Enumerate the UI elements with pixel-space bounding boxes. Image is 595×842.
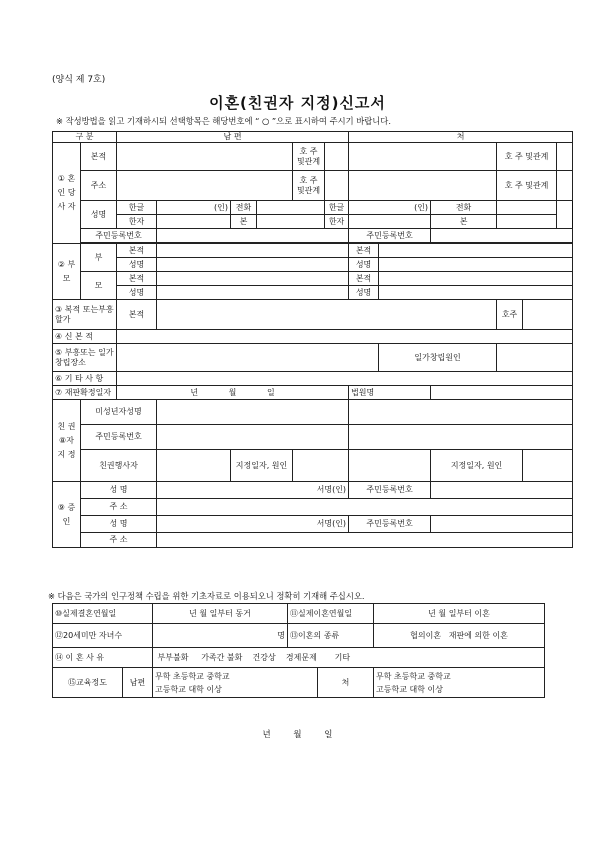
instruction-note: ※ 작성방법을 읽고 기재하시되 선택항목은 해당번호에 “ ○ ”으로 표시하여 주시기 바랍니다. <box>56 116 391 126</box>
education-label: ⑮교육정도 <box>53 668 123 698</box>
real-marriage-date-field[interactable]: 년 월 일부터 동거 <box>153 604 288 624</box>
wife-hoju2-field[interactable] <box>557 171 573 201</box>
report-main-table <box>52 131 573 548</box>
court-field[interactable] <box>431 386 573 400</box>
statistics-table <box>52 603 545 698</box>
witness2-address-field[interactable] <box>157 533 573 548</box>
wife-mother-bonjeok-field[interactable] <box>379 272 573 286</box>
husband-address-field[interactable] <box>117 171 293 201</box>
real-divorce-date-field[interactable]: 년 월 일부터 이혼 <box>374 604 545 624</box>
education-wife-options[interactable] <box>374 668 545 698</box>
husband-seal: (인) <box>214 202 229 212</box>
other-field[interactable] <box>117 372 573 386</box>
real-marriage-date-label: ⑩실제결혼연월일 <box>53 604 153 624</box>
witness1-address-label: 주 소 <box>81 499 157 516</box>
husband-mother-name-field[interactable] <box>157 286 349 300</box>
statistics-note: ※ 다음은 국가의 인구정책 수립을 위한 기초자료로 이용되오니 정확히 기재해 주십시오. <box>48 591 365 601</box>
husband-father-name-field[interactable] <box>157 258 349 272</box>
husband-mother-bonjeok-field[interactable] <box>157 272 349 286</box>
husband-hoju-label: 호 주 및관계 <box>293 143 325 171</box>
wife-phone-field[interactable] <box>497 201 557 215</box>
wife-address-field[interactable] <box>349 171 497 201</box>
section-ilga-place-label: ⑤ 부흥또는 일가창립장소 <box>53 344 117 372</box>
ilga-place-field[interactable] <box>117 344 379 372</box>
ilga-reason-field[interactable] <box>497 344 573 372</box>
wife-hangul-field[interactable] <box>349 201 431 215</box>
custodian-field-wife[interactable] <box>349 450 431 482</box>
wife-father-name-label: 성명 <box>349 258 379 272</box>
husband-address-label: 주소 <box>81 171 117 201</box>
husband-hangul-label: 한글 <box>117 201 157 215</box>
witness1-rrn-field[interactable] <box>431 482 573 499</box>
mother-label: 모 <box>81 272 117 300</box>
witness1-name-label: 성 명 <box>81 482 157 499</box>
section-other-label: ⑥ 기 타 사 항 <box>53 372 117 386</box>
section-restore-label: ③ 복적 또는부흥할가 <box>53 300 117 330</box>
designation-field-wife[interactable] <box>523 450 573 482</box>
minor-rrn-label: 주민등록번호 <box>81 425 157 450</box>
reason-economic[interactable]: 경제문제 <box>285 652 317 662</box>
wife-hoju2-label: 호 주 및관계 <box>497 171 557 201</box>
husband-father-bonjeok-label: 본적 <box>117 244 157 258</box>
husband-rrn-field[interactable] <box>157 229 349 243</box>
edu-wife-line1[interactable]: 무학 초등학교 중학교 <box>376 671 451 681</box>
wife-hanja-field[interactable] <box>349 215 431 229</box>
section-new-bonjeok-label: ④ 신 본 적 <box>53 330 117 344</box>
judgment-date-field[interactable]: 년 월 일 <box>117 386 349 400</box>
form-number: (양식 제 7호) <box>52 75 106 85</box>
husband-mother-name-label: 성명 <box>117 286 157 300</box>
section-parents-label: ② 부 모 <box>53 244 81 300</box>
designation-field-husband[interactable] <box>293 450 349 482</box>
witness2-address-label: 주 소 <box>81 533 157 548</box>
witness1-signature[interactable]: 서명(인) <box>157 482 349 499</box>
husband-hanja-label: 한자 <box>117 215 157 229</box>
husband-rrn-label: 주민등록번호 <box>81 229 157 243</box>
education-husband-options[interactable] <box>153 668 318 698</box>
children-under-20-field[interactable] <box>153 624 288 648</box>
reason-other[interactable]: 기타 <box>334 652 351 662</box>
witness2-name-label: 성 명 <box>81 516 157 533</box>
reason-spouse-discord[interactable]: 부부불화 <box>157 652 189 662</box>
divorce-type-label: ⑬이혼의 종류 <box>288 624 374 648</box>
witness2-rrn-field[interactable] <box>431 516 573 533</box>
restore-hoju-field[interactable] <box>523 300 573 330</box>
witness1-address-field[interactable] <box>157 499 573 516</box>
wife-bonjeok-field[interactable] <box>349 143 497 171</box>
wife-mother-name-field[interactable] <box>379 286 573 300</box>
name-label: 성명 <box>81 201 117 229</box>
new-bonjeok-field[interactable] <box>117 330 573 344</box>
husband-hangul-field[interactable] <box>157 201 231 215</box>
header-husband: 남 편 <box>117 132 349 143</box>
header-category: 구 분 <box>53 132 117 143</box>
minor-name-field-wife[interactable] <box>349 400 573 425</box>
children-unit: 명 <box>277 630 286 640</box>
custodian-field-husband[interactable] <box>157 450 231 482</box>
section-witness-label: ⑨ 증 인 <box>53 482 81 548</box>
page-title: 이혼(친권자 지정)신고서 <box>209 94 386 112</box>
witness2-signature[interactable]: 서명(인) <box>157 516 349 533</box>
wife-phone-label: 전화 <box>431 201 497 215</box>
divorce-type-options[interactable] <box>374 624 545 648</box>
section-judgment-date-label: ⑦ 재판확정일자 <box>53 386 117 400</box>
education-wife-label: 처 <box>318 668 374 698</box>
designation-label-husband: 지정일자, 원인 <box>231 450 293 482</box>
divorce-type-judicial[interactable]: 재판에 의한 이혼 <box>448 630 508 640</box>
restore-hoju-label: 호주 <box>497 300 523 330</box>
minor-name-label: 미성년자성명 <box>81 400 157 425</box>
custodian-label: 친권행사자 <box>81 450 157 482</box>
husband-bonjeok-label: 본적 <box>81 143 117 171</box>
wife-hoju-field[interactable] <box>557 143 573 171</box>
real-divorce-date-label: ⑪실제이혼연월일 <box>288 604 374 624</box>
wife-hoju-label: 호 주 및관계 <box>497 143 557 171</box>
husband-bonjeok-field[interactable] <box>117 143 293 171</box>
wife-mother-bonjeok-label: 본적 <box>349 272 379 286</box>
wife-mother-name-label: 성명 <box>349 286 379 300</box>
husband-mother-bonjeok-label: 본적 <box>117 272 157 286</box>
divorce-reason-options[interactable] <box>153 648 545 668</box>
wife-bon-field[interactable] <box>497 215 557 229</box>
wife-father-bonjeok-label: 본적 <box>349 244 379 258</box>
witness1-rrn-label: 주민등록번호 <box>349 482 431 499</box>
ilga-reason-label: 일가창립원인 <box>379 344 497 372</box>
husband-bon-label: 본 <box>231 215 257 229</box>
husband-father-bonjeok-field[interactable] <box>157 244 349 258</box>
wife-father-name-field[interactable] <box>379 258 573 272</box>
edu-wife-line2[interactable]: 고등학교 대학 이상 <box>376 684 443 694</box>
wife-seal: (인) <box>414 202 429 212</box>
wife-hanja-label: 한자 <box>325 215 349 229</box>
husband-hoju2-field[interactable] <box>325 171 349 201</box>
father-label: 부 <box>81 244 117 272</box>
husband-hoju2-label: 호 주 및관계 <box>293 171 325 201</box>
wife-hangul-label: 한글 <box>325 201 349 215</box>
wife-rrn-label: 주민등록번호 <box>349 229 431 243</box>
restore-bonjeok-field[interactable] <box>157 300 497 330</box>
minor-name-field-husband[interactable] <box>157 400 349 425</box>
divorce-reason-label: ⑭ 이 혼 사 유 <box>53 648 153 668</box>
reason-family-discord[interactable]: 가족간 불화 <box>201 652 243 662</box>
husband-hanja-field[interactable] <box>157 215 231 229</box>
children-under-20-label: ⑫20세미만 자녀수 <box>53 624 153 648</box>
section-spouses-label: ① 혼 인 당 사 자 <box>53 143 81 244</box>
edu-husband-line1[interactable]: 무학 초등학교 중학교 <box>155 671 230 681</box>
wife-bon-label: 본 <box>431 215 497 229</box>
husband-bon-field[interactable] <box>257 215 325 229</box>
minor-rrn-field-husband[interactable] <box>157 425 349 450</box>
minor-rrn-field-wife[interactable] <box>349 425 573 450</box>
designation-label-wife: 지정일자, 원인 <box>431 450 523 482</box>
husband-hoju-field[interactable] <box>325 143 349 171</box>
husband-phone-label: 전화 <box>231 201 257 215</box>
restore-bonjeok-label: 본적 <box>117 300 157 330</box>
education-husband-label: 남편 <box>123 668 153 698</box>
header-wife: 처 <box>349 132 573 143</box>
edu-husband-line2[interactable]: 고등학교 대학 이상 <box>155 684 222 694</box>
husband-father-name-label: 성명 <box>117 258 157 272</box>
court-label: 법원명 <box>349 386 431 400</box>
reason-health[interactable]: 건강상 <box>252 652 276 662</box>
husband-phone-field[interactable] <box>257 201 325 215</box>
submission-date[interactable]: 년 월 일 <box>262 730 333 740</box>
section-custody-label: 친 권 ⑧자 지 정 <box>53 400 81 482</box>
witness2-rrn-label: 주민등록번호 <box>349 516 431 533</box>
wife-father-bonjeok-field[interactable] <box>379 244 573 258</box>
divorce-type-agreement[interactable]: 협의이혼 <box>410 630 442 640</box>
wife-rrn-field[interactable] <box>431 229 573 243</box>
